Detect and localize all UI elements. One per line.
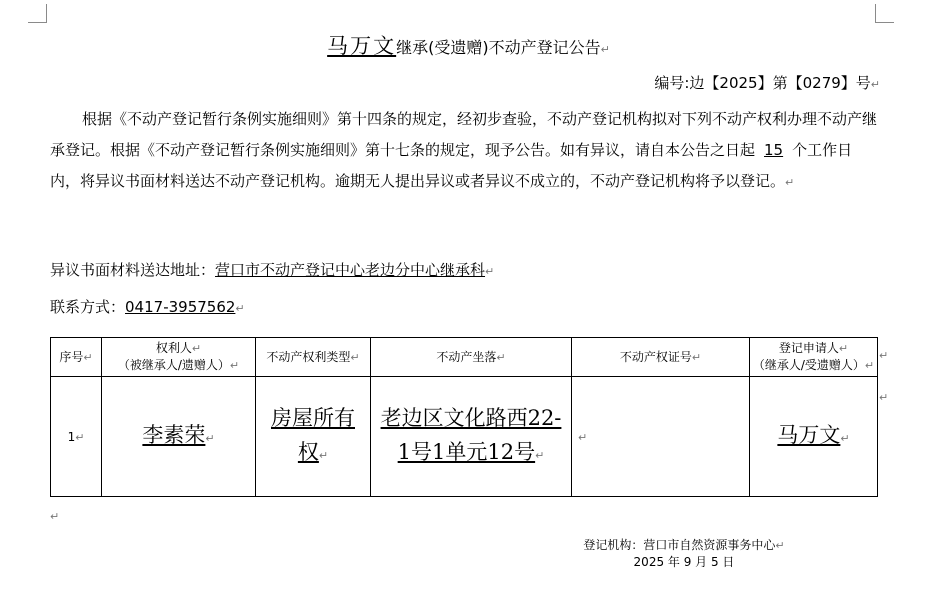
header-no: 序号↵ [51,338,102,377]
title-text: 继承(受遗赠)不动产登记公告 [396,38,601,57]
paragraph-mark: ↵ [485,265,495,278]
page-corner-top-left [28,4,47,23]
contact-label: 联系方式： [50,298,126,316]
objection-address [50,259,494,280]
address-value: 营口市不动产登记中心老边分中心继承科 [215,261,486,279]
title-applicant-name: 马万文 [327,34,397,58]
property-table [50,337,878,497]
paragraph-mark: ↵ [785,176,795,189]
table-row [51,377,878,497]
cell-applicant: 马万文↵ [750,377,878,497]
body-text-part2: 个工作日内，将异议书面材料送达不动产登记机构。逾期无人提出异议或者异议不成立的，不动产登记机构将予以登记。 [50,141,853,190]
cell-holder: 李素荣↵ [102,377,256,497]
row-end-mark: ↵ [879,391,889,404]
notice-body [50,104,877,198]
paragraph-mark: ↵ [50,510,60,523]
header-right-type: 不动产权利类型↵ [256,338,371,377]
address-label: 异议书面材料送达地址： [50,261,216,279]
header-location: 不动产坐落↵ [371,338,572,377]
paragraph-mark: ↵ [235,302,245,315]
cell-location: 老边区文化路西22-1号1单元12号↵ [371,377,572,497]
body-text-part1: 根据《不动产登记暂行条例实施细则》第十四条的规定，经初步查验，不动产登记机构拟对下列不动产权利办理不动产继承登记。根据《不动产登记暂行条例实施细则》第十七条的规定，现予公告。如有异议，请自本公告之日起 [50,110,878,159]
contact-info [50,296,245,317]
row-end-mark: ↵ [879,349,889,362]
paragraph-mark: ↵ [870,78,880,91]
contact-phone: 0417-3957562 [125,298,236,316]
footer-agency: 登记机构：营口市自然资源事务中心 [583,538,776,552]
table-header-row [51,338,878,377]
objection-days: 15 [764,141,784,159]
footer-signature: 登记机构：营口市自然资源事务中心↵ 2025 年 9 月 5 日 [534,537,834,571]
page-corner-top-right [875,4,894,23]
header-holder: 权利人↵ （被继承人/遗赠人）↵ [102,338,256,377]
cell-right-type: 房屋所有权↵ [256,377,371,497]
paragraph-mark: ↵ [600,43,610,56]
document-number [654,72,880,93]
footer-date: 2025 年 9 月 5 日 [633,555,735,569]
header-applicant: 登记申请人↵ （继承人/受遗赠人）↵ [750,338,878,377]
cell-cert-no: ↵ [572,377,750,497]
document-number-text: 编号:边【2025】第【0279】号 [654,74,871,92]
header-cert-no: 不动产权证号↵ [572,338,750,377]
cell-no: 1↵ [51,377,102,497]
notice-title [0,30,937,60]
